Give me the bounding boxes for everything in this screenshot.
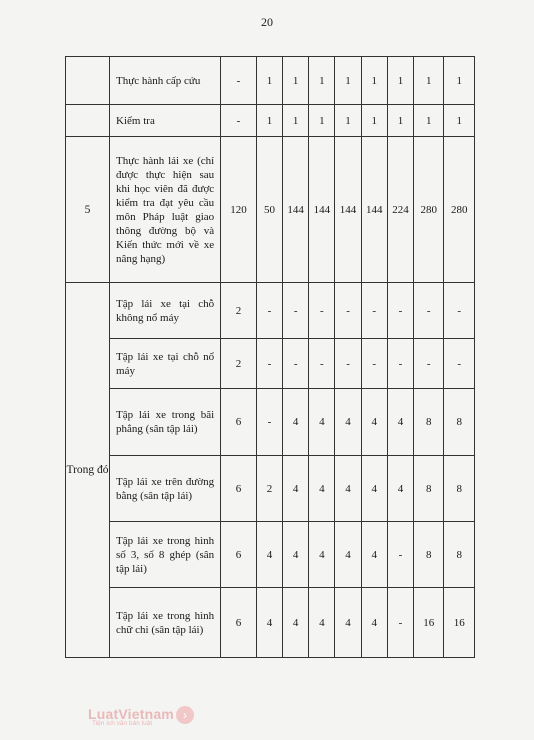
hours-cell: 4 [309, 389, 335, 456]
hours-cell: 4 [335, 389, 361, 456]
hours-cell: - [387, 283, 413, 339]
content-cell: Thực hành lái xe (chỉ được thực hiện sau khi học viên đã được kiểm tra đạt yêu cầu môn Pháp luật giao thông đường bộ và Kiến thức mới về xe nâng hạng) [110, 137, 221, 283]
content-cell: Tập lái xe tại chỗ nổ máy [110, 339, 221, 389]
hours-cell: 4 [387, 456, 413, 522]
hours-cell: 1 [256, 57, 282, 105]
hours-cell: 4 [361, 588, 387, 658]
hours-cell: - [335, 339, 361, 389]
hours-cell: 1 [335, 57, 361, 105]
hours-cell: - [309, 283, 335, 339]
hours-cell: 1 [256, 105, 282, 137]
hours-cell: 1 [387, 57, 413, 105]
hours-cell: 1 [309, 57, 335, 105]
training-hours-table [65, 56, 475, 658]
arrow-icon: › [176, 706, 194, 724]
hours-cell: 4 [335, 588, 361, 658]
hours-cell: - [283, 283, 309, 339]
hours-cell: 1 [309, 105, 335, 137]
hours-cell: 1 [444, 105, 475, 137]
hours-cell: 4 [283, 588, 309, 658]
watermark [88, 706, 187, 727]
table-row [66, 522, 475, 588]
hours-cell: - [361, 339, 387, 389]
hours-cell: 2 [221, 339, 257, 389]
watermark-tagline: Tiện ích văn bản luật [92, 720, 153, 727]
content-cell: Kiểm tra [110, 105, 221, 137]
hours-cell: 4 [361, 456, 387, 522]
hours-cell: - [444, 339, 475, 389]
table-row [66, 588, 475, 658]
hours-cell: 8 [414, 522, 444, 588]
stt-cell [66, 105, 110, 137]
hours-cell: 8 [444, 456, 475, 522]
hours-cell: 4 [309, 522, 335, 588]
hours-cell: - [221, 57, 257, 105]
hours-cell: - [444, 283, 475, 339]
hours-cell: - [387, 588, 413, 658]
hours-cell: - [361, 283, 387, 339]
hours-cell: - [221, 105, 257, 137]
hours-cell: 280 [414, 137, 444, 283]
hours-cell: 1 [335, 105, 361, 137]
table-row [66, 105, 475, 137]
hours-cell: 4 [256, 522, 282, 588]
hours-cell: 4 [387, 389, 413, 456]
hours-cell: 4 [335, 456, 361, 522]
content-cell: Tập lái xe trên đường bằng (sân tập lái) [110, 456, 221, 522]
hours-cell: 4 [283, 522, 309, 588]
hours-cell: 16 [444, 588, 475, 658]
hours-cell: 4 [335, 522, 361, 588]
hours-cell: - [283, 339, 309, 389]
hours-cell: 6 [221, 588, 257, 658]
table-row [66, 137, 475, 283]
hours-cell: 144 [309, 137, 335, 283]
hours-cell: 4 [309, 456, 335, 522]
hours-cell: 8 [444, 522, 475, 588]
hours-cell: - [256, 339, 282, 389]
hours-cell: 2 [256, 456, 282, 522]
hours-cell: - [414, 339, 444, 389]
hours-cell: 8 [444, 389, 475, 456]
hours-cell: - [335, 283, 361, 339]
hours-cell: 1 [361, 105, 387, 137]
hours-cell: 2 [221, 283, 257, 339]
hours-cell: 16 [414, 588, 444, 658]
hours-cell: 4 [283, 389, 309, 456]
hours-cell: 144 [335, 137, 361, 283]
content-cell: Thực hành cấp cứu [110, 57, 221, 105]
hours-cell: 280 [444, 137, 475, 283]
table-row [66, 283, 475, 339]
hours-cell: 1 [444, 57, 475, 105]
hours-cell: 224 [387, 137, 413, 283]
content-cell: Tập lái xe trong hình số 3, số 8 ghép (sân tập lái) [110, 522, 221, 588]
hours-cell: - [256, 283, 282, 339]
stt-cell [66, 57, 110, 105]
hours-cell: 144 [283, 137, 309, 283]
hours-cell: 4 [309, 588, 335, 658]
table-row [66, 339, 475, 389]
page-number: 20 [261, 15, 273, 29]
table-row [66, 456, 475, 522]
hours-cell: 1 [414, 105, 444, 137]
hours-cell: 1 [414, 57, 444, 105]
hours-cell: 8 [414, 456, 444, 522]
hours-cell: 50 [256, 137, 282, 283]
content-cell: Tập lái xe trong bãi phẳng (sân tập lái) [110, 389, 221, 456]
hours-cell: 120 [221, 137, 257, 283]
hours-cell: 4 [361, 522, 387, 588]
table-row [66, 389, 475, 456]
hours-cell: - [256, 389, 282, 456]
content-cell: Tập lái xe trong hình chữ chi (sân tập lái) [110, 588, 221, 658]
hours-cell: 4 [361, 389, 387, 456]
hours-cell: - [387, 522, 413, 588]
hours-cell: - [414, 283, 444, 339]
hours-cell: - [387, 339, 413, 389]
hours-cell: 4 [256, 588, 282, 658]
table-row [66, 57, 475, 105]
hours-cell: 8 [414, 389, 444, 456]
group-label-cell: Trong đó [66, 283, 110, 658]
hours-cell: - [309, 339, 335, 389]
hours-cell: 1 [387, 105, 413, 137]
hours-cell: 1 [283, 57, 309, 105]
content-cell: Tập lái xe tại chỗ không nổ máy [110, 283, 221, 339]
hours-cell: 144 [361, 137, 387, 283]
hours-cell: 4 [283, 456, 309, 522]
hours-cell: 6 [221, 389, 257, 456]
hours-cell: 6 [221, 522, 257, 588]
hours-cell: 1 [283, 105, 309, 137]
hours-cell: 1 [361, 57, 387, 105]
watermark-logo: LuatVietnam [88, 706, 174, 722]
stt-cell: 5 [66, 137, 110, 283]
hours-cell: 6 [221, 456, 257, 522]
